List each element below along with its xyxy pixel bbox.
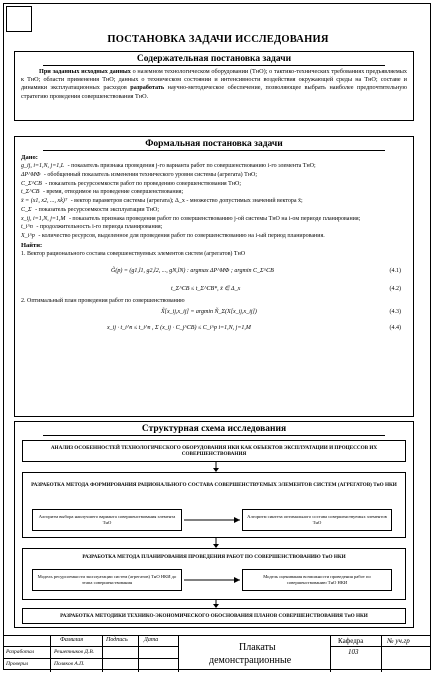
stamp-role-developer: Разработал — [6, 649, 35, 655]
formula-number: (4.1) — [389, 267, 401, 274]
given-item — [21, 171, 407, 180]
arrow — [211, 462, 221, 472]
given-symbol: ΔP^МФ — [21, 172, 41, 179]
stamp-dept-label: Кафедра — [338, 637, 364, 645]
scheme-box-planning: РАЗРАБОТКА МЕТОДА ПЛАНИРОВАНИЯ ПРОВЕДЕНИЯ РАБОТ ПО СОВЕРШЕНСТВОВАНИЮ ТнО НКИ — [82, 553, 346, 560]
stamp-col-sign: Подпись — [106, 637, 128, 643]
page-title: ПОСТАНОВКА ЗАДАЧИ ИССЛЕДОВАНИЯ — [107, 34, 329, 45]
arrow — [182, 575, 242, 585]
given-item — [21, 180, 407, 189]
formula-row — [21, 321, 407, 337]
stamp-row-line — [3, 646, 179, 647]
given-item — [21, 162, 407, 171]
formula-expr: x_ij · t_i^п ≤ t_i^п , Σ (x_ij · C_j^CB) ≤ C_i^p i=1,N, j=1,M — [107, 325, 251, 332]
scheme-box-analysis: АНАЛИЗ ОСОБЕННОСТЕЙ ТЕХНОЛОГИЧЕСКОГО ОБОРУДОВАНИЯ НКИ КАК ОБЪЕКТОВ ЭКСПЛУАТАЦИИ И ПРОЦЕССОВ ИХ СОВЕРШЕНСТВОВАНИЯ — [22, 440, 406, 462]
given-text: - показатель признака проведения работ по совершенствованию j-ой системы ТнО на i-ом периоде планирования; — [67, 215, 361, 222]
stamp-col — [381, 636, 382, 672]
given-symbol: x̄ = (x1, x2, ..., xk)ᵀ — [21, 198, 68, 205]
stamp-row-line — [3, 658, 179, 659]
divider — [43, 435, 385, 436]
formula-number: (4.2) — [389, 285, 401, 292]
scheme-subbox-resource-model: Модель ресурсоемкости эксплуатации систем (агрегатов) ТнО НКИ до этапа совершенствования — [32, 569, 182, 591]
given-symbol: C_Σ^СВ — [21, 180, 42, 187]
given-item — [21, 197, 407, 206]
stamp-doc-title-1: Плакаты — [239, 642, 276, 653]
formula-row — [21, 259, 407, 285]
stamp-doc-title-2: демонстрационные — [209, 655, 292, 666]
given-text: - количество ресурсов, выделенное для проведения работ по совершенствованию на i-ый период планирования. — [36, 232, 325, 239]
given-text: - показатель ресурсоемкости работ по проведению совершенствования ТнО; — [43, 180, 242, 187]
scheme-box-method-composition: РАЗРАБОТКА МЕТОДА ФОРМИРОВАНИЯ РАЦИОНАЛЬНОГО СОСТАВА СОВЕРШЕНСТВУЕМЫХ ЭЛЕМЕНТОВ СИСТЕМ (АГРЕГАТОВ) ТнО НКИ — [31, 481, 397, 488]
given-item — [21, 223, 407, 232]
find-item-1: 1. Вектор рационального состава совершенствуемых элементов систем (агрегатов) ТнО — [21, 251, 246, 258]
given-text: - показатель ресурсоемкости эксплуатации ТнО; — [33, 206, 160, 213]
given-item — [21, 232, 407, 241]
title-block — [3, 635, 431, 672]
stamp-col-date: Дата — [144, 637, 159, 643]
divider — [43, 65, 385, 66]
formula-expr: X̃[x_ij,x_ij] = argmin Ñ_Σ(X[x_ij,x_ij]) — [161, 309, 257, 316]
formula-number: (4.4) — [389, 325, 401, 332]
given-symbol: g_ij, i=1,N, j=1,L — [21, 163, 65, 170]
scheme-subbox-synthesis: Алгоритм синтеза оптимального состава совершенствуемых элементов ТнО — [242, 509, 392, 531]
given-item — [21, 206, 407, 215]
given-text: - вектор параметров системы (агрегата); Δ_x - множество допустимых значений вектора x̄; — [69, 198, 303, 205]
content-paragraph — [15, 68, 413, 101]
given-text: - обобщенный показатель изменения технического уровня системы (агрегата) ТнО; — [42, 172, 258, 179]
given-list — [21, 162, 407, 240]
formula-row — [21, 285, 407, 297]
given-text: - продолжительность i-го периода планирования; — [34, 224, 163, 231]
find-item-2: 2. Оптимальный план проведения работ по совершенствованию — [21, 297, 185, 304]
stamp-role-checker: Проверил — [6, 661, 29, 667]
given-text: - время, отводимое на проведение совершенствования; — [41, 189, 184, 196]
content-panel — [14, 51, 414, 121]
find-label: Найти: — [21, 241, 43, 249]
scheme-subbox-best-variant: Алгоритм выбора наилучшего варианта совершенствования элемента ТнО — [32, 509, 182, 531]
stamp-dept-value: 103 — [348, 648, 359, 656]
scheme-subbox-feasibility-model: Модель оценивания возможности проведения работ по совершенствованию ТнО НКИ — [242, 569, 392, 591]
formal-body — [15, 153, 413, 337]
content-tail: научно-методическое обеспечение, позволяющее выбрать наиболее предпочтительную стратегию проведения совершенствования ТнО. — [21, 84, 407, 100]
arrow — [211, 600, 221, 608]
formula-row — [21, 305, 407, 321]
formal-panel — [14, 136, 414, 417]
formula-expr: G̃(p) = (g1,l1, g2,l2, ..., gN,lN) : argmax ΔP^МФ ; argmin C_Σ^СВ — [111, 267, 274, 274]
stamp-name-checker: Поляков А.П. — [54, 661, 85, 667]
given-symbol: t_i^п — [21, 224, 33, 231]
given-item — [21, 215, 407, 224]
content-lead: При заданных исходных данных — [39, 68, 131, 75]
given-label: Дано: — [21, 154, 38, 161]
arrow — [211, 538, 221, 548]
given-symbol: X_i^p — [21, 232, 35, 239]
formula-number: (4.3) — [389, 309, 401, 316]
divider — [43, 150, 385, 151]
given-text: - показатель признака проведения j-го варианта работ по совершенствованию i-го элемента ТнО; — [66, 163, 316, 170]
content-text: о наземном технологическом оборудовании (ТнО); о тактико-технических требованиях предъявляемых к ТнО; области применения ТнО; данных о техническом состоянии и интенсивности воздействия окружающей среды на ТнО; составе и динамики эксплуатационных расходов — [21, 68, 407, 92]
scheme-box-economic: РАЗРАБОТКА МЕТОДИКИ ТЕХНИКО-ЭКОНОМИЧЕСКОГО ОБОСНОВАНИЯ ПЛАНОВ СОВЕРШЕНСТВОВАНИЯ ТнО НКИ — [22, 608, 406, 624]
given-item — [21, 188, 407, 197]
arrow — [182, 515, 242, 525]
content-bold-word: разработать — [130, 84, 165, 92]
formal-heading: Формальная постановка задачи — [145, 139, 283, 149]
given-symbol: C_Σ — [21, 206, 32, 213]
given-symbol: t_Σ^СВ — [21, 189, 40, 196]
formula-expr: t_Σ^CB ≤ t_Σ^CB*, x̄ ∈ Δ_x — [171, 285, 241, 292]
stamp-group-label: № уч.гр — [387, 637, 410, 645]
stamp-name-developer: Решетников Д.В. — [54, 649, 95, 655]
stamp-col-surname: Фамилия — [60, 637, 84, 643]
corner-box — [6, 6, 32, 32]
given-symbol: x_ij, i=1,N, j=1,M — [21, 215, 66, 222]
scheme-heading: Структурная схема исследования — [141, 424, 287, 434]
content-heading: Содержательная постановка задачи — [136, 54, 292, 64]
